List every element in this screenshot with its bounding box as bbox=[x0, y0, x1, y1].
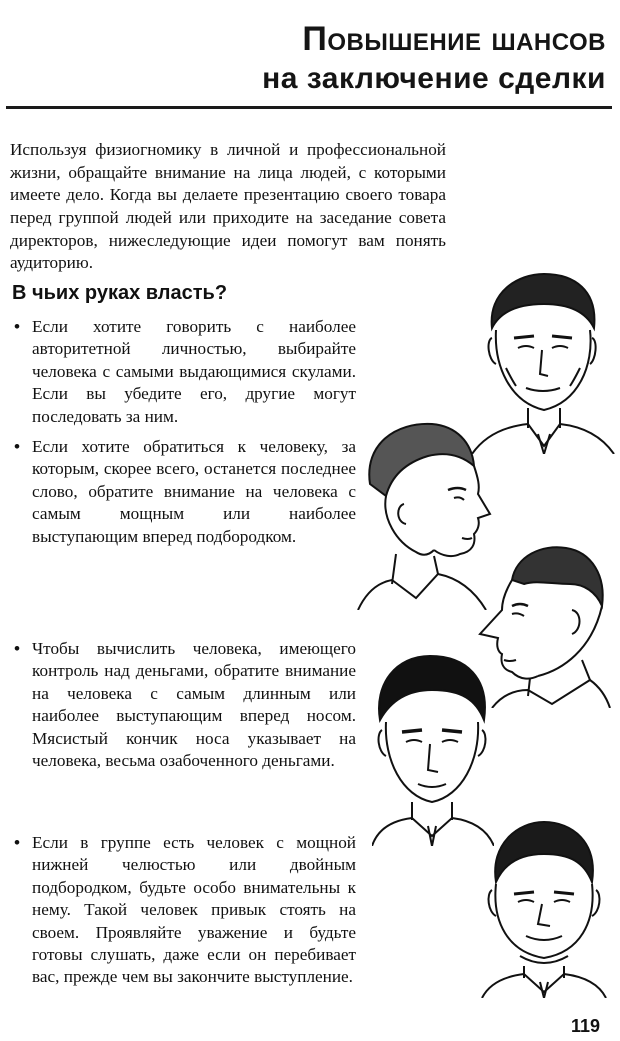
title-divider bbox=[6, 106, 612, 109]
bullet-marker: • bbox=[14, 317, 21, 336]
title-line-1: Повышение шансов bbox=[302, 20, 606, 58]
bullet-item-chin bbox=[14, 436, 356, 548]
bullet-text: Если хотите говорить с наиболее авторитетной личностью, выбирайте человека с самыми выдающимися скулами. Если вы убедите его, другие могут последовать за ним. bbox=[32, 317, 356, 426]
section-heading: В чьих руках власть? bbox=[12, 282, 228, 304]
bullet-text: Если хотите обратиться к человеку, за которым, скорее всего, останется последнее слово, обратите внимание на человека с самым мощным или наиболее выступающим вперед подбородком. bbox=[32, 437, 356, 546]
bullet-item-cheekbones bbox=[14, 316, 356, 428]
portrait-heavy-jaw-illustration bbox=[480, 818, 608, 998]
title-line-2: на заключение сделки bbox=[262, 62, 606, 95]
bullet-marker: • bbox=[14, 437, 21, 456]
intro-paragraph: Используя физиогномику в личной и профессиональной жизни, обращайте внимание на лица людей, с которыми имеете дело. Когда вы делаете презентацию своего товара перед группой людей или приходите на заседание совета директоров, нижеследующие идеи помогут вам понять аудиторию. bbox=[10, 140, 446, 273]
portrait-young-man-illustration bbox=[372, 650, 494, 846]
page-number: 119 bbox=[570, 1016, 600, 1036]
bullet-text: Если в группе есть человек с мощной нижней челюстью или двойным подбородком, будьте особо внимательны к нему. Такой человек привык стоять на своем. Проявляйте уважение и будьте готовы слушать, даже если он перебивает вас, прежде чем вы закончите выступление. bbox=[32, 833, 356, 987]
bullet-marker: • bbox=[14, 639, 21, 658]
bullet-item-jaw bbox=[14, 832, 356, 989]
bullet-text: Чтобы вычислить человека, имеющего контроль над деньгами, обратите внимание на человека с самым длинным или наиболее выступающим вперед носом. Мясистый кончик носа указывает на человека, весьма озабоченного деньгами. bbox=[32, 639, 356, 771]
bullet-marker: • bbox=[14, 833, 21, 852]
page-title bbox=[6, 18, 606, 98]
bullet-item-nose bbox=[14, 638, 356, 772]
